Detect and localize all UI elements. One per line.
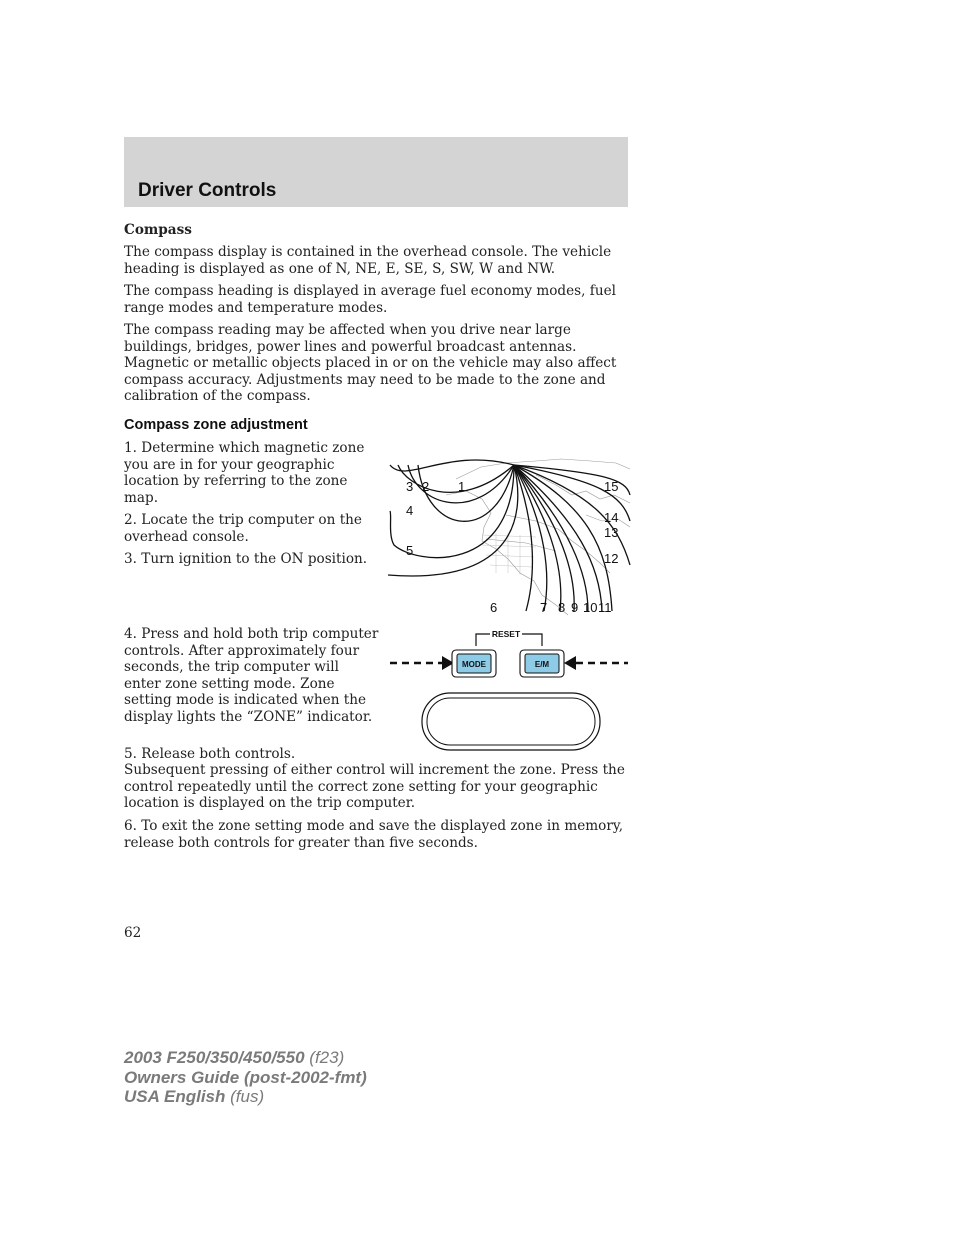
trip-computer-controls-diagram [386,624,630,754]
compass-paragraph-1: The compass display is contained in the overhead console. The vehicle heading is displayed as one of N, NE, E, SE, S, SW, W and NW. [124,244,612,277]
step-1: 1. Determine which magnetic zone you are in for your geographic location by referring to the zone map. [124,440,365,506]
compass-paragraph-3: The compass reading may be affected when you drive near large buildings, bridges, power lines and powerful broadcast antennas. Magnetic or metallic objects placed in or on the vehicle may also affect compass accuracy. Adjustments may need to be made to the zone and calibration of the compass. [124,322,617,405]
zone-label-5: 5 [406,543,414,558]
trip-computer-display [427,698,595,745]
zone-label-10: 10 [583,600,598,615]
zone-adjustment-heading: Compass zone adjustment [124,417,308,433]
zone-label-3: 3 [406,479,414,494]
footer-line-1 [124,1048,367,1068]
zone-label-9: 9 [571,600,579,615]
em-button-label: E/M [534,660,550,669]
compass-heading: Compass [124,222,192,238]
compass-paragraph-2: The compass heading is displayed in average fuel economy modes, fuel range modes and temperature modes. [124,283,616,316]
section-title: Driver Controls [138,180,277,201]
section-header [124,137,628,207]
document-footer [124,1048,367,1107]
magnetic-zone-map [386,455,632,617]
step-4: 4. Press and hold both trip computer controls. After approximately four seconds, the trip computer will enter zone setting mode. Zone setting mode is indicated when the display lights the “ZONE” indicator. [124,626,379,725]
footer-language: USA English [124,1087,226,1106]
step-5: 5. Release both controls. [124,746,296,762]
footer-line-2: Owners Guide (post-2002-fmt) [124,1067,367,1087]
zone-label-11: 11 [598,600,612,615]
footer-model: 2003 F250/350/450/550 [124,1048,305,1067]
zone-label-4: 4 [406,503,414,518]
footer-language-code: (fus) [230,1087,265,1106]
zone-label-7: 7 [540,600,548,615]
step-6: 6. To exit the zone setting mode and save the displayed zone in memory, release both controls for greater than five seconds. [124,818,624,851]
mode-button-label: MODE [462,660,486,669]
page-number: 62 [124,925,142,941]
zone-label-6: 6 [490,600,498,615]
step-5-detail: Subsequent pressing of either control will increment the zone. Press the control repeatedly until the correct zone setting for your geographic location is displayed on the trip computer. [124,762,625,812]
continent-outline [446,459,630,615]
footer-line-3 [124,1087,367,1107]
zone-label-1: 1 [458,479,466,494]
zone-label-15: 15 [604,479,619,494]
zone-label-13: 13 [604,525,619,540]
step-2: 2. Locate the trip computer on the overhead console. [124,512,362,545]
zone-label-8: 8 [558,600,566,615]
zone-label-14: 14 [604,510,619,525]
zone-label-2: 2 [422,479,430,494]
reset-label: RESET [491,629,521,639]
step-3: 3. Turn ignition to the ON position. [124,551,368,567]
left-pointing-arrow-icon [564,656,576,670]
footer-model-code: (f23) [309,1048,345,1067]
zone-label-12: 12 [604,551,619,566]
